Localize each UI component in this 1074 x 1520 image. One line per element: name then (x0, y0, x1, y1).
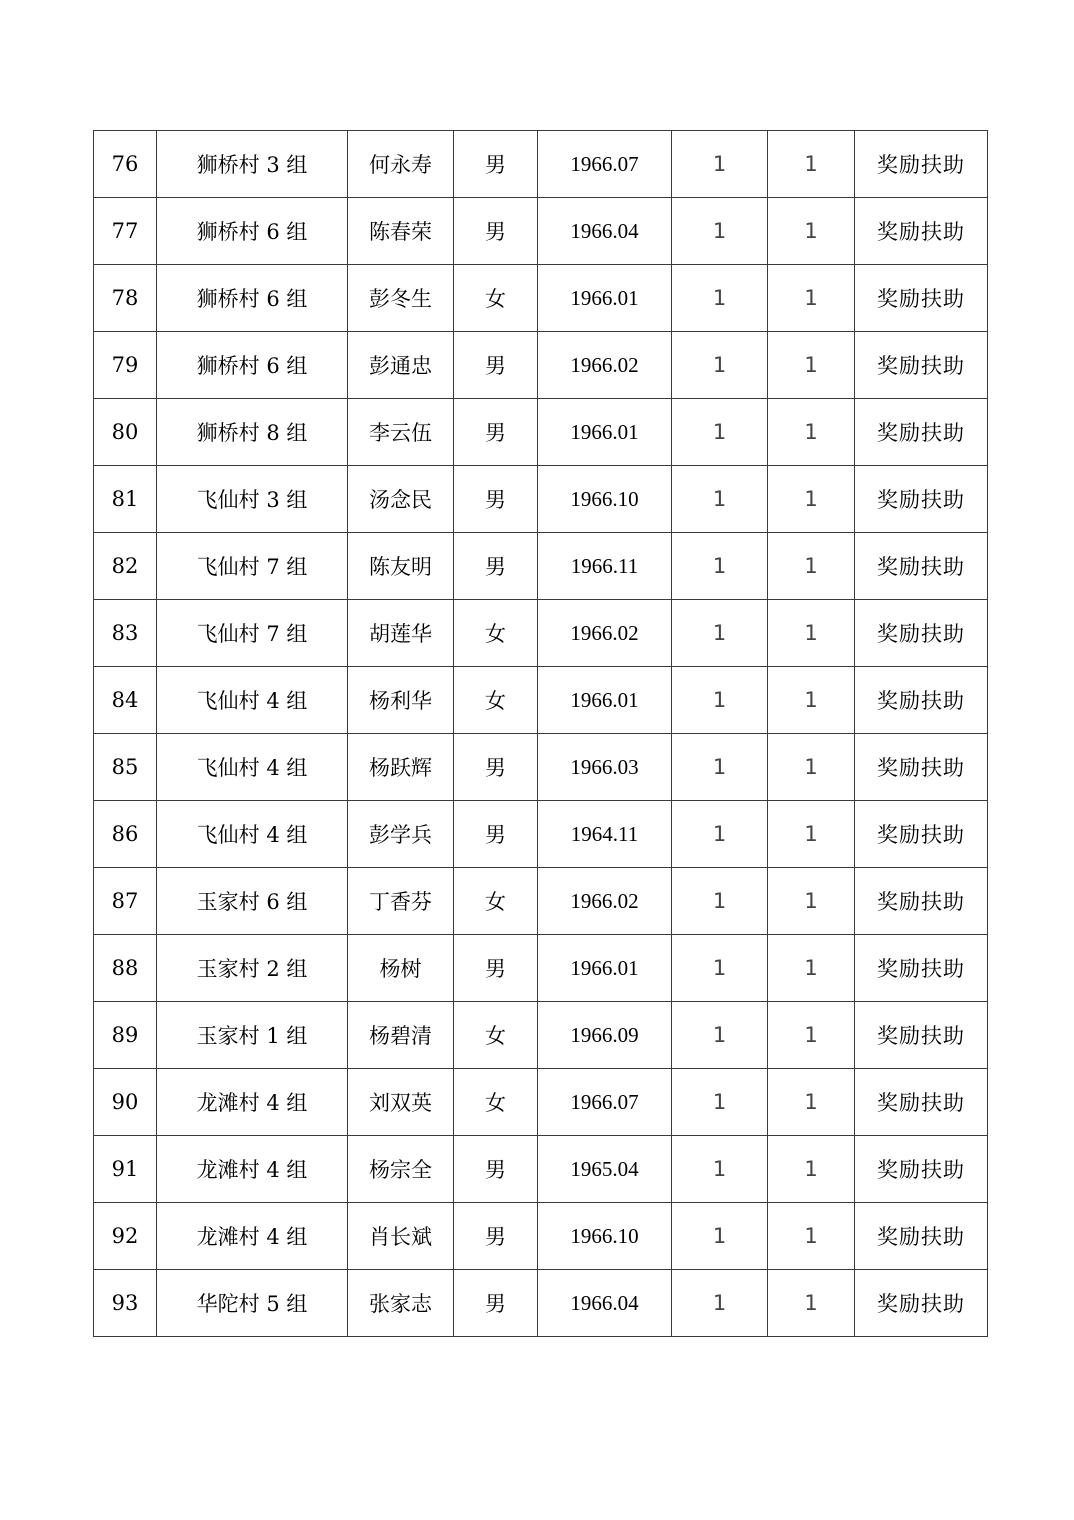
cell-count-2: 1 (768, 1270, 855, 1337)
cell-count-2: 1 (768, 399, 855, 466)
cell-support-type: 奖励扶助 (855, 265, 988, 332)
cell-serial-number: 90 (94, 1069, 157, 1136)
cell-gender: 男 (454, 935, 538, 1002)
cell-support-type: 奖励扶助 (855, 600, 988, 667)
cell-gender: 男 (454, 1203, 538, 1270)
cell-gender: 女 (454, 667, 538, 734)
cell-count-1: 1 (672, 1069, 768, 1136)
table-body (94, 131, 988, 1337)
cell-support-type: 奖励扶助 (855, 533, 988, 600)
table-row (94, 734, 988, 801)
cell-support-type: 奖励扶助 (855, 734, 988, 801)
cell-birth-date: 1966.02 (538, 868, 672, 935)
cell-birth-date: 1966.02 (538, 600, 672, 667)
cell-serial-number: 83 (94, 600, 157, 667)
cell-support-type: 奖励扶助 (855, 1270, 988, 1337)
cell-gender: 女 (454, 1069, 538, 1136)
cell-count-1: 1 (672, 466, 768, 533)
table-row (94, 868, 988, 935)
table-row (94, 801, 988, 868)
cell-birth-date: 1966.01 (538, 935, 672, 1002)
cell-count-2: 1 (768, 466, 855, 533)
cell-count-2: 1 (768, 533, 855, 600)
cell-birth-date: 1966.09 (538, 1002, 672, 1069)
cell-serial-number: 80 (94, 399, 157, 466)
table-row (94, 1203, 988, 1270)
table-row (94, 600, 988, 667)
cell-support-type: 奖励扶助 (855, 868, 988, 935)
cell-birth-date: 1964.11 (538, 801, 672, 868)
cell-serial-number: 76 (94, 131, 157, 198)
cell-gender: 男 (454, 801, 538, 868)
table-row (94, 935, 988, 1002)
cell-gender: 女 (454, 868, 538, 935)
cell-count-1: 1 (672, 935, 768, 1002)
cell-birth-date: 1966.07 (538, 1069, 672, 1136)
table-row (94, 1002, 988, 1069)
cell-count-1: 1 (672, 332, 768, 399)
cell-serial-number: 81 (94, 466, 157, 533)
cell-person-name: 汤念民 (348, 466, 454, 533)
cell-support-type: 奖励扶助 (855, 332, 988, 399)
cell-village-group: 狮桥村 6 组 (157, 265, 348, 332)
cell-count-2: 1 (768, 1002, 855, 1069)
cell-person-name: 刘双英 (348, 1069, 454, 1136)
cell-count-1: 1 (672, 1002, 768, 1069)
cell-count-1: 1 (672, 131, 768, 198)
cell-support-type: 奖励扶助 (855, 466, 988, 533)
cell-village-group: 龙滩村 4 组 (157, 1069, 348, 1136)
cell-count-2: 1 (768, 734, 855, 801)
cell-village-group: 飞仙村 3 组 (157, 466, 348, 533)
cell-count-1: 1 (672, 734, 768, 801)
cell-support-type: 奖励扶助 (855, 935, 988, 1002)
cell-birth-date: 1966.04 (538, 1270, 672, 1337)
cell-support-type: 奖励扶助 (855, 667, 988, 734)
cell-count-1: 1 (672, 1270, 768, 1337)
cell-support-type: 奖励扶助 (855, 198, 988, 265)
cell-birth-date: 1965.04 (538, 1136, 672, 1203)
cell-count-1: 1 (672, 600, 768, 667)
cell-support-type: 奖励扶助 (855, 131, 988, 198)
cell-count-2: 1 (768, 131, 855, 198)
cell-person-name: 彭学兵 (348, 801, 454, 868)
table-row (94, 466, 988, 533)
cell-count-2: 1 (768, 600, 855, 667)
cell-village-group: 玉家村 6 组 (157, 868, 348, 935)
cell-person-name: 杨跃辉 (348, 734, 454, 801)
cell-person-name: 陈友明 (348, 533, 454, 600)
cell-support-type: 奖励扶助 (855, 801, 988, 868)
cell-person-name: 李云伍 (348, 399, 454, 466)
cell-serial-number: 78 (94, 265, 157, 332)
cell-village-group: 飞仙村 4 组 (157, 667, 348, 734)
table-row (94, 198, 988, 265)
cell-serial-number: 82 (94, 533, 157, 600)
cell-village-group: 玉家村 1 组 (157, 1002, 348, 1069)
cell-gender: 女 (454, 265, 538, 332)
cell-count-2: 1 (768, 198, 855, 265)
beneficiary-table (93, 130, 988, 1337)
cell-support-type: 奖励扶助 (855, 399, 988, 466)
cell-count-2: 1 (768, 801, 855, 868)
cell-person-name: 丁香芬 (348, 868, 454, 935)
table-row (94, 1069, 988, 1136)
cell-support-type: 奖励扶助 (855, 1002, 988, 1069)
cell-serial-number: 84 (94, 667, 157, 734)
cell-birth-date: 1966.07 (538, 131, 672, 198)
cell-village-group: 狮桥村 8 组 (157, 399, 348, 466)
cell-support-type: 奖励扶助 (855, 1203, 988, 1270)
cell-serial-number: 89 (94, 1002, 157, 1069)
cell-count-1: 1 (672, 801, 768, 868)
cell-birth-date: 1966.01 (538, 399, 672, 466)
cell-person-name: 肖长斌 (348, 1203, 454, 1270)
cell-birth-date: 1966.04 (538, 198, 672, 265)
cell-gender: 男 (454, 1136, 538, 1203)
cell-village-group: 飞仙村 4 组 (157, 801, 348, 868)
cell-count-2: 1 (768, 667, 855, 734)
table-row (94, 265, 988, 332)
cell-village-group: 飞仙村 7 组 (157, 600, 348, 667)
cell-count-2: 1 (768, 935, 855, 1002)
cell-person-name: 张家志 (348, 1270, 454, 1337)
cell-birth-date: 1966.01 (538, 667, 672, 734)
cell-serial-number: 93 (94, 1270, 157, 1337)
cell-birth-date: 1966.02 (538, 332, 672, 399)
cell-serial-number: 86 (94, 801, 157, 868)
cell-serial-number: 92 (94, 1203, 157, 1270)
cell-village-group: 龙滩村 4 组 (157, 1136, 348, 1203)
cell-village-group: 玉家村 2 组 (157, 935, 348, 1002)
cell-support-type: 奖励扶助 (855, 1069, 988, 1136)
cell-count-1: 1 (672, 868, 768, 935)
cell-person-name: 陈春荣 (348, 198, 454, 265)
cell-birth-date: 1966.10 (538, 466, 672, 533)
cell-birth-date: 1966.01 (538, 265, 672, 332)
cell-serial-number: 85 (94, 734, 157, 801)
cell-person-name: 何永寿 (348, 131, 454, 198)
cell-support-type: 奖励扶助 (855, 1136, 988, 1203)
cell-serial-number: 77 (94, 198, 157, 265)
cell-count-1: 1 (672, 198, 768, 265)
cell-gender: 男 (454, 332, 538, 399)
cell-serial-number: 91 (94, 1136, 157, 1203)
table-row (94, 1136, 988, 1203)
cell-birth-date: 1966.11 (538, 533, 672, 600)
cell-person-name: 杨树 (348, 935, 454, 1002)
cell-gender: 男 (454, 734, 538, 801)
cell-serial-number: 88 (94, 935, 157, 1002)
table-row (94, 667, 988, 734)
cell-gender: 男 (454, 466, 538, 533)
cell-count-1: 1 (672, 1136, 768, 1203)
cell-count-2: 1 (768, 265, 855, 332)
table-row (94, 1270, 988, 1337)
cell-person-name: 胡莲华 (348, 600, 454, 667)
cell-person-name: 杨宗全 (348, 1136, 454, 1203)
cell-count-1: 1 (672, 265, 768, 332)
cell-count-2: 1 (768, 332, 855, 399)
cell-count-1: 1 (672, 667, 768, 734)
cell-person-name: 杨利华 (348, 667, 454, 734)
table-row (94, 533, 988, 600)
cell-gender: 男 (454, 1270, 538, 1337)
cell-village-group: 飞仙村 7 组 (157, 533, 348, 600)
cell-count-2: 1 (768, 1203, 855, 1270)
cell-person-name: 彭通忠 (348, 332, 454, 399)
cell-count-2: 1 (768, 1136, 855, 1203)
cell-village-group: 华陀村 5 组 (157, 1270, 348, 1337)
cell-gender: 男 (454, 198, 538, 265)
cell-count-1: 1 (672, 399, 768, 466)
cell-birth-date: 1966.10 (538, 1203, 672, 1270)
cell-gender: 女 (454, 600, 538, 667)
cell-village-group: 龙滩村 4 组 (157, 1203, 348, 1270)
table-row (94, 131, 988, 198)
cell-count-1: 1 (672, 533, 768, 600)
cell-person-name: 彭冬生 (348, 265, 454, 332)
cell-village-group: 狮桥村 3 组 (157, 131, 348, 198)
cell-count-2: 1 (768, 868, 855, 935)
cell-gender: 男 (454, 131, 538, 198)
cell-count-2: 1 (768, 1069, 855, 1136)
table-row (94, 332, 988, 399)
cell-count-1: 1 (672, 1203, 768, 1270)
table-row (94, 399, 988, 466)
cell-person-name: 杨碧清 (348, 1002, 454, 1069)
cell-birth-date: 1966.03 (538, 734, 672, 801)
cell-village-group: 狮桥村 6 组 (157, 332, 348, 399)
cell-gender: 男 (454, 533, 538, 600)
cell-village-group: 狮桥村 6 组 (157, 198, 348, 265)
cell-serial-number: 79 (94, 332, 157, 399)
cell-gender: 女 (454, 1002, 538, 1069)
cell-serial-number: 87 (94, 868, 157, 935)
cell-gender: 男 (454, 399, 538, 466)
cell-village-group: 飞仙村 4 组 (157, 734, 348, 801)
